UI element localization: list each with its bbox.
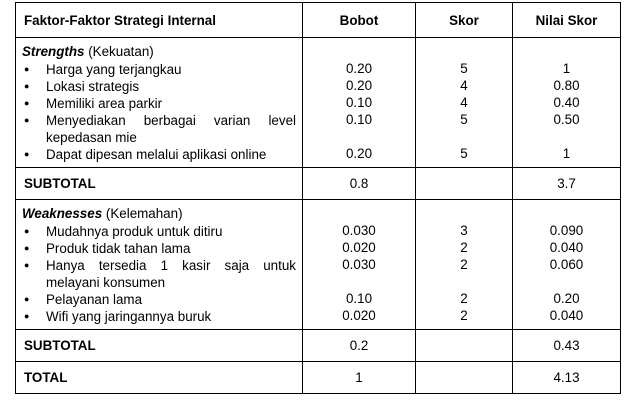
strength-nilai: 1 xyxy=(562,61,571,76)
strength-skor: 5 xyxy=(460,112,468,127)
weakness-item: ● Wifi yang jaringannya buruk xyxy=(22,308,296,325)
weaknesses-bobot-cell xyxy=(303,200,416,330)
strength-nilai: 1 xyxy=(562,146,571,161)
subtotal-nilai: 0.43 xyxy=(513,330,621,362)
weaknesses-row xyxy=(16,200,621,330)
strength-item: ● Menyediakan berbagai varian level kepedasan mie xyxy=(22,112,296,146)
strengths-section xyxy=(16,38,303,168)
weakness-bobot: 0.020 xyxy=(342,308,376,323)
weaknesses-subtotal-row xyxy=(16,330,621,362)
weakness-skor: 2 xyxy=(460,308,468,323)
strengths-title: Strengths (Kekuatan) xyxy=(22,44,154,59)
total-label: TOTAL xyxy=(16,362,303,394)
strength-nilai: 0.50 xyxy=(553,112,580,127)
weakness-nilai: 0.090 xyxy=(549,223,584,238)
weakness-skor: 2 xyxy=(460,291,468,306)
weakness-bobot: 0.030 xyxy=(342,223,376,238)
weakness-bobot: 0.030 xyxy=(342,257,376,272)
weakness-nilai: 0.040 xyxy=(549,308,584,323)
strength-item: ● Dapat dipesan melalui aplikasi online xyxy=(22,146,296,163)
strength-bobot: 0.20 xyxy=(345,61,373,76)
strength-skor: 5 xyxy=(460,146,468,161)
strength-bobot: 0.10 xyxy=(345,112,373,127)
header-skor: Skor xyxy=(416,3,513,38)
strengths-subtotal-row xyxy=(16,168,621,200)
strengths-nilai-cell xyxy=(513,38,621,168)
subtotal-label: SUBTOTAL xyxy=(16,330,303,362)
weakness-nilai: 0.060 xyxy=(549,257,584,272)
weakness-item: ● Pelayanan lama xyxy=(22,291,296,308)
strengths-bobot-cell xyxy=(303,38,416,168)
strength-skor: 5 xyxy=(460,61,468,76)
subtotal-label: SUBTOTAL xyxy=(16,168,303,200)
header-factor: Faktor-Faktor Strategi Internal xyxy=(16,3,303,38)
weaknesses-skor-cell xyxy=(416,200,513,330)
weaknesses-section xyxy=(16,200,303,330)
strength-item: ● Lokasi strategis xyxy=(22,78,296,95)
strength-bobot: 0.20 xyxy=(345,146,373,161)
total-bobot: 1 xyxy=(303,362,416,394)
header-bobot: Bobot xyxy=(303,3,416,38)
header-row xyxy=(16,3,621,38)
weakness-bobot: 0.10 xyxy=(345,291,373,306)
weaknesses-nilai-cell xyxy=(513,200,621,330)
total-row xyxy=(16,362,621,394)
header-nilai-skor: Nilai Skor xyxy=(513,3,621,38)
subtotal-skor-empty xyxy=(416,330,513,362)
weakness-nilai: 0.20 xyxy=(553,291,580,306)
weakness-item: ● Mudahnya produk untuk ditiru xyxy=(22,223,296,240)
subtotal-nilai: 3.7 xyxy=(513,168,621,200)
strength-item: ● Memiliki area parkir xyxy=(22,95,296,112)
weakness-nilai: 0.040 xyxy=(549,240,584,255)
subtotal-bobot: 0.8 xyxy=(303,168,416,200)
strength-skor: 4 xyxy=(460,78,468,93)
strength-item: ● Harga yang terjangkau xyxy=(22,61,296,78)
weakness-skor: 2 xyxy=(460,240,468,255)
strengths-row xyxy=(16,38,621,168)
subtotal-bobot: 0.2 xyxy=(303,330,416,362)
weakness-item: ● Hanya tersedia 1 kasir saja untuk melayani konsumen xyxy=(22,257,296,291)
total-nilai: 4.13 xyxy=(513,362,621,394)
weakness-bobot: 0.020 xyxy=(342,240,376,255)
weaknesses-title: Weaknesses (Kelemahan) xyxy=(22,206,183,221)
total-skor-empty xyxy=(416,362,513,394)
strength-skor: 4 xyxy=(460,95,468,110)
weakness-item: ● Produk tidak tahan lama xyxy=(22,240,296,257)
strength-nilai: 0.80 xyxy=(553,78,580,93)
strength-nilai: 0.40 xyxy=(553,95,580,110)
weakness-skor: 2 xyxy=(460,257,468,272)
ifas-table xyxy=(15,2,621,394)
strength-bobot: 0.20 xyxy=(345,78,373,93)
strengths-skor-cell xyxy=(416,38,513,168)
subtotal-skor-empty xyxy=(416,168,513,200)
weakness-skor: 3 xyxy=(460,223,468,238)
strength-bobot: 0.10 xyxy=(345,95,373,110)
